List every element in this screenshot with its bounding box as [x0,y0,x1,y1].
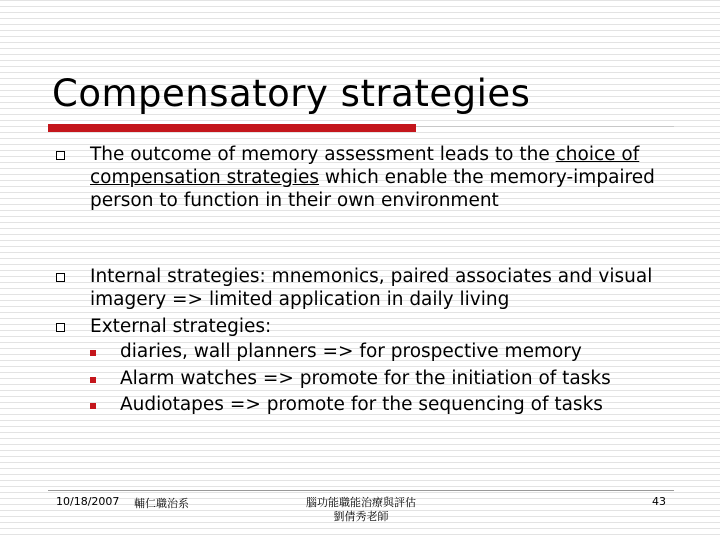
page-number: 43 [652,495,666,508]
sub-bullet-item [86,392,692,419]
bullet-item-3 [52,315,692,419]
filled-square-bullet-icon [90,377,96,383]
bullet-1-text-end: which enable the memory-impaired person to function in their own environment [90,167,655,211]
filled-square-bullet-icon [90,403,96,409]
hollow-square-bullet-icon [56,151,65,160]
bullet-2-text: Internal strategies: mnemonics, paired associates and visual imagery => limited application in daily living [90,266,653,310]
sub-bullet-text: diaries, wall planners => for prospective memory [120,341,582,362]
footer-course [290,496,432,524]
footer-divider [48,490,674,491]
slide-title: Compensatory strategies [52,72,531,115]
footer-course-title: 腦功能職能治療與評估 [306,496,416,509]
bullet-1-text-start: The outcome of memory assessment leads to the [90,144,556,165]
sub-bullet-list [52,339,692,419]
sub-bullet-text: Alarm watches => promote for the initiation of tasks [120,367,611,389]
bullet-item-2 [52,265,692,311]
bullet-1-underlined-text: choice of compensation strategies [90,144,640,188]
hollow-square-bullet-icon [56,323,65,332]
sub-bullet-item [86,366,692,393]
footer-department: 輔仁職治系 [134,497,189,510]
title-underline-thin [416,126,674,127]
sub-bullet-text: Audiotapes => promote for the sequencing of tasks [120,394,603,415]
bullet-3-text: External strategies: [90,316,272,337]
bullet-item-1 [52,143,672,212]
footer-date: 10/18/2007 [56,495,120,508]
filled-square-bullet-icon [90,350,96,356]
sub-bullet-item [86,339,692,366]
title-underline-accent [48,124,416,132]
footer-instructor: 劉倩秀老師 [333,510,389,523]
hollow-square-bullet-icon [56,273,65,282]
